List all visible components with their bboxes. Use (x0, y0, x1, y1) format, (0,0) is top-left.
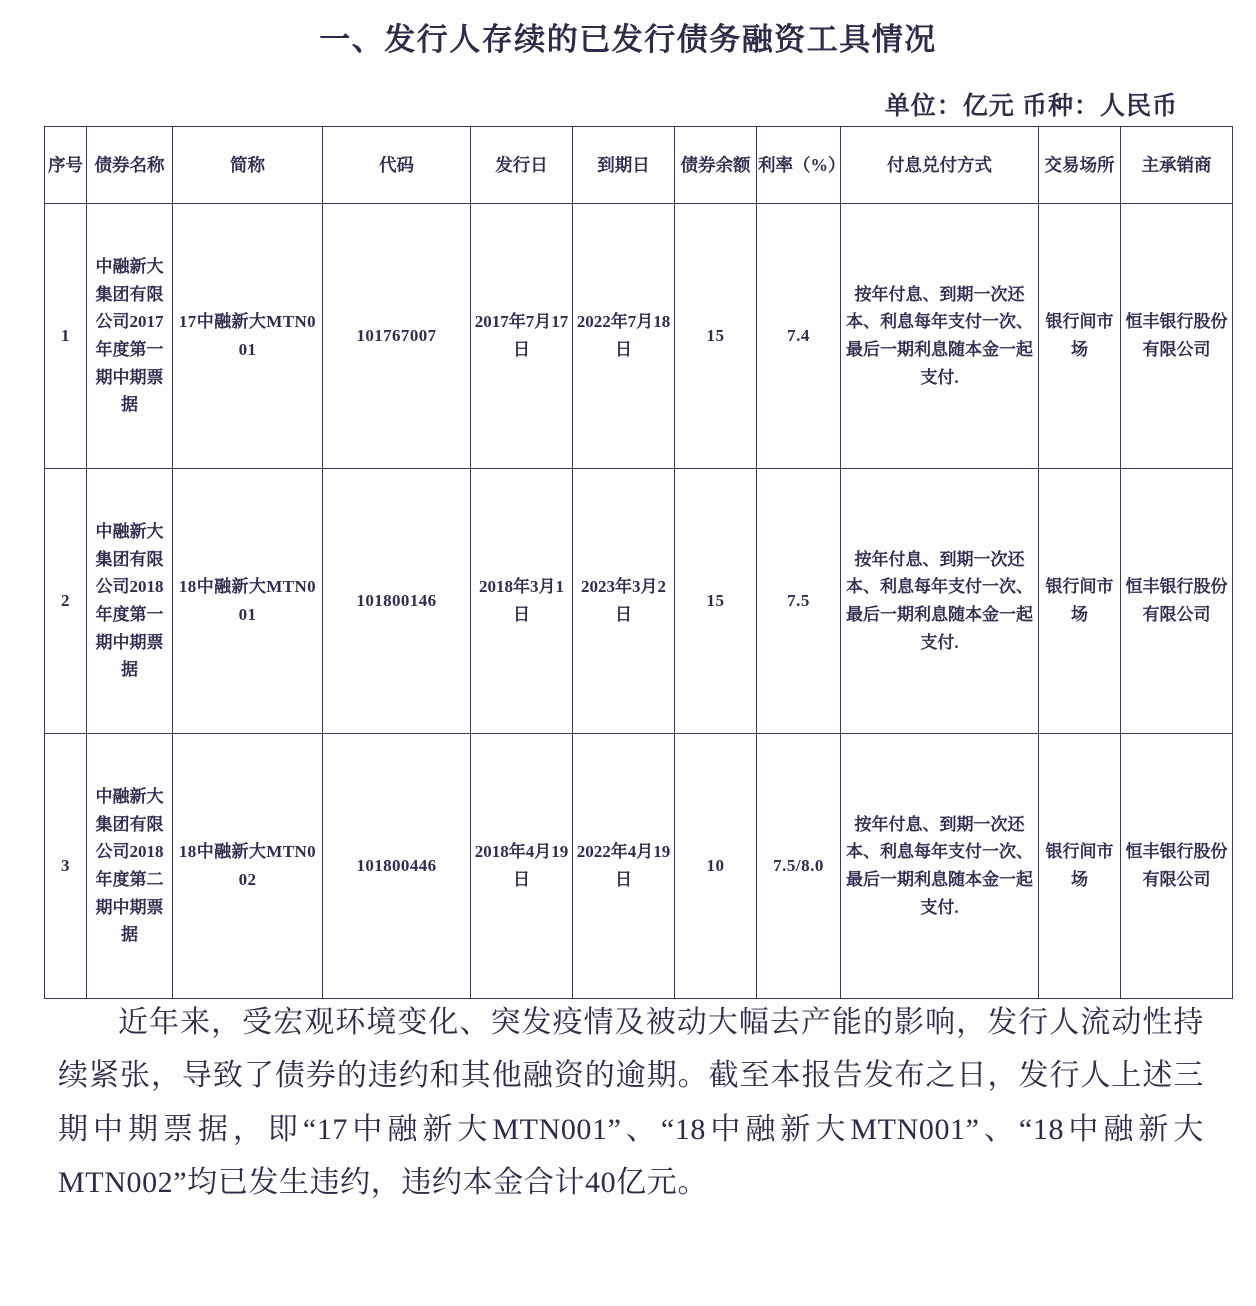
page-title: 一、发行人存续的已发行债务融资工具情况 (319, 22, 937, 57)
cell-abbreviation: 18中融新大MTN002 (173, 734, 323, 999)
column-header-index: 序号 (45, 127, 87, 204)
cell-bond-name: 中融新大集团有限公司2018年度第二期中期票据 (87, 734, 173, 999)
cell-bond-name: 中融新大集团有限公司2017年度第一期中期票据 (87, 204, 173, 469)
cell-code: 101800146 (323, 469, 471, 734)
cell-index: 3 (45, 734, 87, 999)
column-header-bond-name: 债券名称 (87, 127, 173, 204)
cell-balance: 10 (675, 734, 757, 999)
column-header-code: 代码 (323, 127, 471, 204)
column-header-abbreviation: 简称 (173, 127, 323, 204)
cell-maturity-date: 2022年4月19日 (573, 734, 675, 999)
cell-payment-method: 按年付息、到期一次还本、利息每年支付一次、最后一期利息随本金一起支付. (841, 204, 1039, 469)
unit-currency-note: 单位：亿元 币种：人民币 (884, 93, 1178, 120)
table-header-row (45, 127, 1233, 204)
column-header-balance: 债券余额 (675, 127, 757, 204)
cell-abbreviation: 17中融新大MTN001 (173, 204, 323, 469)
cell-balance: 15 (675, 204, 757, 469)
column-header-issue-date: 发行日 (471, 127, 573, 204)
cell-issue-date: 2018年4月19日 (471, 734, 573, 999)
cell-venue: 银行间市场 (1039, 469, 1121, 734)
cell-payment-method: 按年付息、到期一次还本、利息每年支付一次、最后一期利息随本金一起支付. (841, 734, 1039, 999)
column-header-maturity-date: 到期日 (573, 127, 675, 204)
cell-payment-method: 按年付息、到期一次还本、利息每年支付一次、最后一期利息随本金一起支付. (841, 469, 1039, 734)
cell-code: 101800446 (323, 734, 471, 999)
cell-underwriter: 恒丰银行股份有限公司 (1121, 204, 1233, 469)
cell-code: 101767007 (323, 204, 471, 469)
table-row (45, 469, 1233, 734)
body-paragraph: 近年来，受宏观环境变化、突发疫情及被动大幅去产能的影响，发行人流动性持续紧张，导致了债券的违约和其他融资的逾期。截至本报告发布之日，发行人上述三期中期票据，即“17中融新大MTN001”、“18中融新大MTN001”、“18中融新大MTN002”均已发生违约，违约本金合计40亿元。 (58, 1006, 1204, 1200)
column-header-venue: 交易场所 (1039, 127, 1121, 204)
cell-maturity-date: 2022年7月18日 (573, 204, 675, 469)
cell-venue: 银行间市场 (1039, 204, 1121, 469)
cell-abbreviation: 18中融新大MTN001 (173, 469, 323, 734)
column-header-rate: 利率（%） (757, 127, 841, 204)
cell-underwriter: 恒丰银行股份有限公司 (1121, 734, 1233, 999)
cell-rate: 7.5/8.0 (757, 734, 841, 999)
cell-issue-date: 2017年7月17日 (471, 204, 573, 469)
table-row (45, 204, 1233, 469)
cell-rate: 7.4 (757, 204, 841, 469)
cell-index: 2 (45, 469, 87, 734)
cell-bond-name: 中融新大集团有限公司2018年度第一期中期票据 (87, 469, 173, 734)
cell-venue: 银行间市场 (1039, 734, 1121, 999)
debt-financing-instruments-table (44, 126, 1233, 999)
cell-underwriter: 恒丰银行股份有限公司 (1121, 469, 1233, 734)
column-header-underwriter: 主承销商 (1121, 127, 1233, 204)
column-header-payment-method: 付息兑付方式 (841, 127, 1039, 204)
cell-issue-date: 2018年3月1日 (471, 469, 573, 734)
table-row (45, 734, 1233, 999)
cell-rate: 7.5 (757, 469, 841, 734)
cell-index: 1 (45, 204, 87, 469)
cell-balance: 15 (675, 469, 757, 734)
cell-maturity-date: 2023年3月2日 (573, 469, 675, 734)
